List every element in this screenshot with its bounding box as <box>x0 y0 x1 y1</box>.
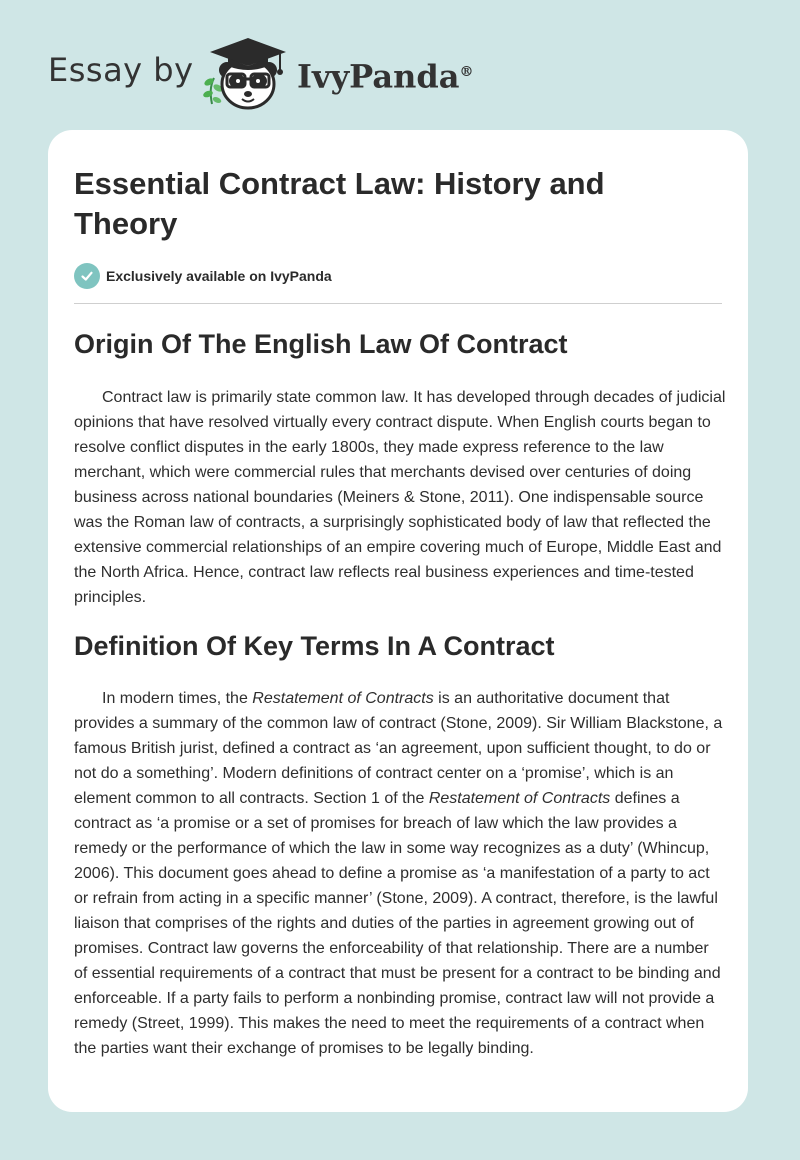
registered-mark: ® <box>459 64 474 80</box>
section-paragraph-origin: Contract law is primarily state common law. It has developed through decades of judicial opinions that have resolved virtually every contract dispute. When English courts began to resolve conflict disputes in the early 1800s, they made express reference to the law merchant, which were commercial rules that merchants devised over centuries of doing business across national boundaries (Meiners & Stone, 2011). One indispensable source was the Roman law of contracts, a surprisingly sophisticated body of law that reflected the extensive commercial relationships of an empire covering much of Europe, Middle East and the North Africa. Hence, contract law reflects real business experiences and time-tested principles. <box>74 389 726 606</box>
section-paragraph-definition <box>74 686 726 1061</box>
exclusive-badge <box>74 263 332 289</box>
paragraph-text: defines a contract as ‘a promise or a set of promises for breach of law which the law provides a remedy or the performance of which the law in some way recognizes as a duty’ (Whincup, 2006). This document goes ahead to define a promise as ‘a manifestation of a party to act or refrain from acting in a specific manner’ (Stone, 2009). A contract, therefore, is the lawful liaison that comprises of the rights and duties of the parties in agreement growing out of promises. Contract law governs the enforceability of that relationship. There are a number of essential requirements of a contract that must be present for a contract to be binding and enforceable. If a party fails to perform a nonbinding promise, contract law will not provide a remedy (Street, 1999). This makes the need to meet the requirements of a contract when the parties want their exchange of promises to be legally binding. <box>74 790 721 1057</box>
brand-name-text: IvyPanda <box>297 57 460 96</box>
restatement-title: Restatement of Contracts <box>428 790 611 807</box>
exclusive-badge-text: Exclusively available on IvyPanda <box>106 268 332 284</box>
panda-graduation-cap-icon[interactable] <box>200 34 296 112</box>
paragraph-text: In modern times, the <box>102 690 253 707</box>
site-header <box>0 0 800 130</box>
section-heading-definition: Definition Of Key Terms In A Contract <box>74 631 555 661</box>
restatement-title: Restatement of Contracts <box>252 690 434 707</box>
essay-card <box>48 130 748 1112</box>
title-divider <box>74 303 722 304</box>
check-circle-icon <box>74 263 100 289</box>
brand-name[interactable] <box>297 52 473 97</box>
essay-title: Essential Contract Law: History and Theory <box>74 166 605 241</box>
paragraph-text: is an authoritative document that provides a summary of the common law of contract (Stone, 2009). Sir William Blackstone, a famous British jurist, defined a contract as ‘an agreement, upon sufficient thought, to do or not do a something’. Modern definitions of contract center on a ‘promise’, which is an element common to all contracts. Section 1 of the <box>74 690 723 807</box>
brand-prefix: Essay by <box>48 51 194 89</box>
section-heading-origin: Origin Of The English Law Of Contract <box>74 329 568 359</box>
